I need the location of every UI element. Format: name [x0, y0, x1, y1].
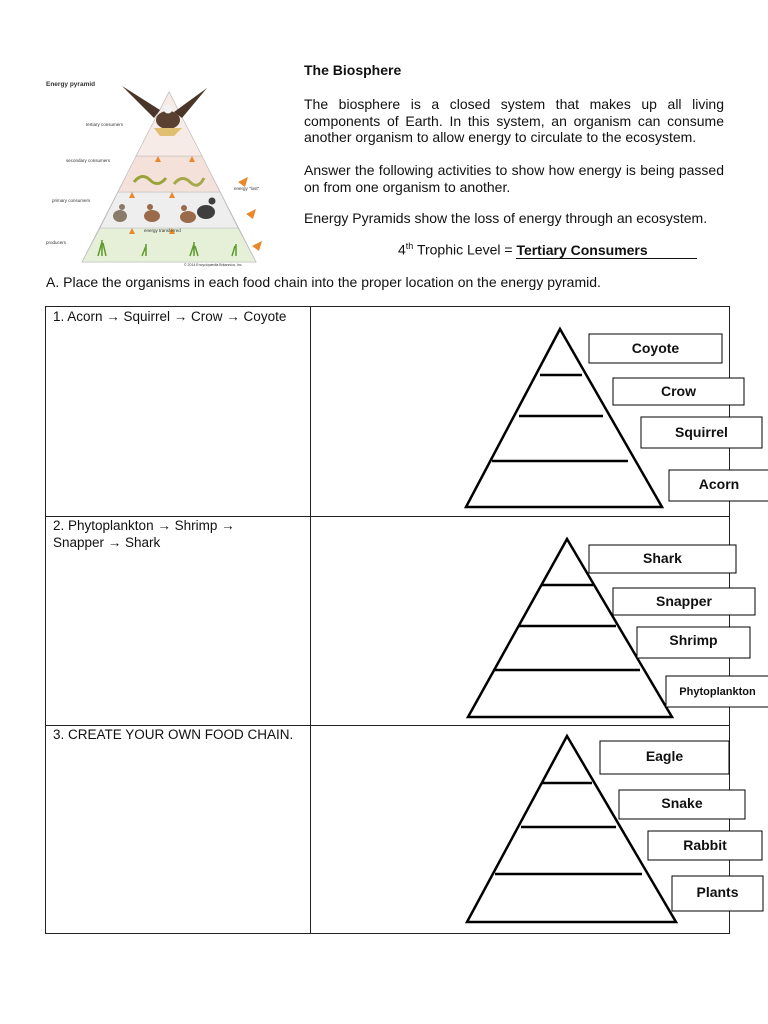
energy-pyramid-2 — [406, 517, 756, 725]
level-3-label: Crow — [661, 383, 696, 399]
intro-paragraph-3: Energy Pyramids show the loss of energy through an ecosystem. — [304, 210, 708, 226]
trophic-level-line — [398, 241, 697, 259]
food-chain-1-prompt: 1. Acorn → Squirrel → Crow → Coyote — [53, 309, 287, 324]
level-2-label: Squirrel — [675, 424, 728, 440]
level-2-label: Rabbit — [683, 837, 727, 853]
eagle-icon — [122, 86, 207, 136]
tertiary-label: tertiary consumers — [86, 122, 124, 127]
level-4-label: Shark — [643, 550, 682, 566]
level-4-label: Coyote — [631, 340, 680, 356]
trophic-ordinal: th — [405, 241, 414, 251]
secondary-layer — [118, 156, 220, 192]
energy-pyramid-illustration — [42, 74, 266, 270]
column-divider — [310, 307, 311, 933]
producers-layer — [82, 228, 256, 262]
level-4-label: Eagle — [645, 748, 684, 764]
energy-lost-label: energy "lost" — [234, 186, 260, 191]
trophic-number: 4 — [398, 241, 406, 258]
trophic-answer: Tertiary Consumers — [516, 242, 697, 259]
intro-paragraph-2: Answer the following activities to show how energy is being passed on from one organism to another. — [304, 162, 724, 195]
producers-label: producers — [46, 240, 67, 245]
instruction-text: A. Place the organisms in each food chain into the proper location on the energy pyramid. — [46, 274, 601, 290]
level-1-label: Plants — [696, 884, 739, 900]
intro-paragraph-1: The biosphere is a closed system that makes up all living components of Earth. In this system, an organism can consume another organism to allow energy to circulate to the ecosystem. — [304, 96, 724, 145]
credit-label: © 2014 Encyclopædia Britannica, Inc. — [184, 263, 243, 267]
energy-pyramid-3 — [406, 726, 739, 934]
food-chain-3-prompt: 3. CREATE YOUR OWN FOOD CHAIN. — [53, 727, 294, 742]
food-chain-table — [45, 306, 756, 934]
section-title: The Biosphere — [304, 62, 402, 78]
secondary-label: secondary consumers — [66, 158, 111, 163]
level-3-label: Snapper — [655, 593, 713, 609]
level-1-label: Acorn — [698, 476, 740, 492]
food-chain-2-prompt: 2. Phytoplankton → Shrimp → Snapper → Shark — [53, 518, 235, 550]
primary-label: primary consumers — [52, 198, 91, 203]
level-1-label: Phytoplankton — [679, 686, 756, 698]
level-3-label: Snake — [661, 795, 703, 811]
primary-layer — [100, 192, 238, 228]
trophic-label: Trophic Level = — [413, 241, 517, 258]
level-2-label: Shrimp — [669, 632, 718, 648]
energy-transferred-label: energy transferred — [144, 228, 181, 233]
illustration-heading: Energy pyramid — [46, 81, 96, 88]
energy-pyramid-1 — [406, 307, 740, 515]
